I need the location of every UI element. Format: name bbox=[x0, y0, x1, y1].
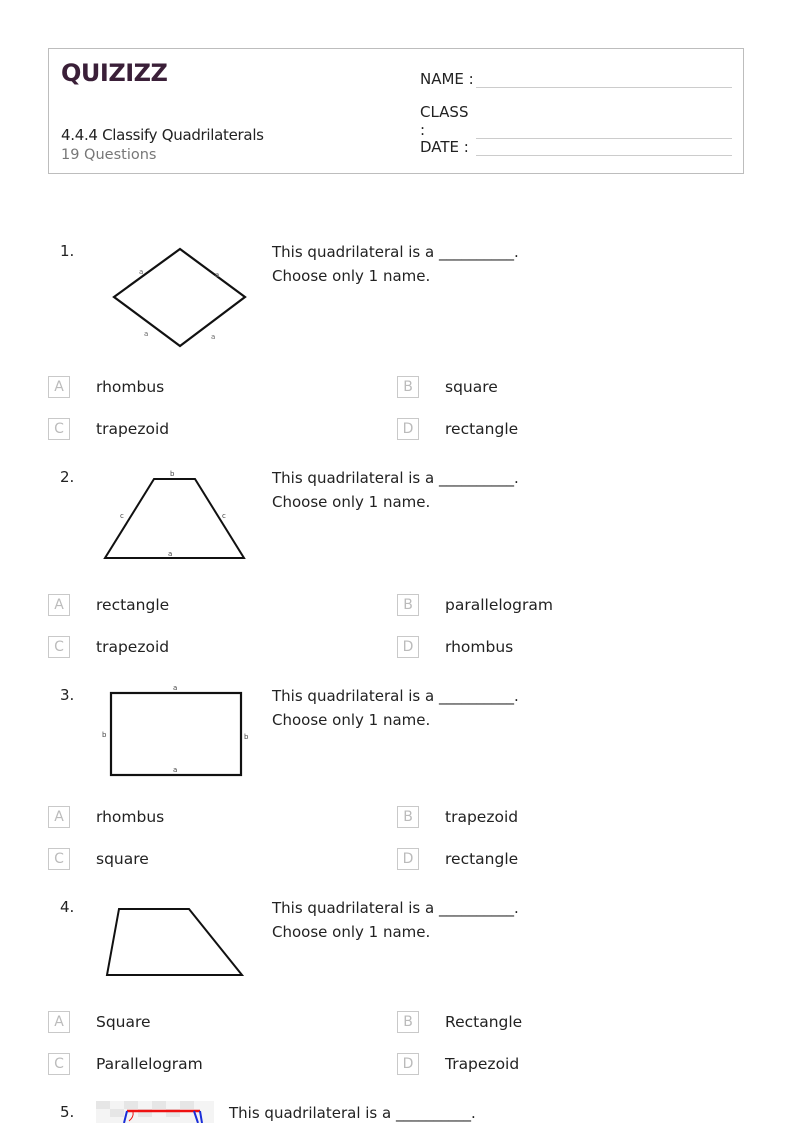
q1-option-d[interactable] bbox=[397, 418, 518, 440]
question-instruction: Choose only 1 name. bbox=[272, 711, 431, 729]
option-letter: C bbox=[48, 1053, 70, 1075]
svg-text:c: c bbox=[222, 512, 226, 520]
date-line[interactable] bbox=[476, 137, 732, 156]
question-instruction: Choose only 1 name. bbox=[272, 923, 431, 941]
option-text: Square bbox=[96, 1013, 151, 1031]
option-letter: C bbox=[48, 848, 70, 870]
question-number: 2. bbox=[60, 468, 75, 486]
rhombus-figure bbox=[108, 246, 252, 350]
question-text bbox=[272, 466, 519, 514]
svg-text:a: a bbox=[173, 766, 178, 774]
q2-option-c[interactable] bbox=[48, 636, 169, 658]
option-text: trapezoid bbox=[445, 808, 519, 826]
question-instruction: Choose only 1 name. bbox=[272, 493, 431, 511]
option-letter: A bbox=[48, 594, 70, 616]
svg-text:a: a bbox=[211, 333, 216, 341]
q4-option-c[interactable] bbox=[48, 1053, 203, 1075]
svg-text:a: a bbox=[173, 684, 178, 692]
svg-text:a: a bbox=[215, 271, 220, 279]
question-prompt: This quadrilateral is a __________. bbox=[272, 243, 519, 261]
svg-text:c: c bbox=[120, 512, 124, 520]
q1-option-c[interactable] bbox=[48, 418, 169, 440]
option-letter: B bbox=[397, 594, 419, 616]
q2-option-a[interactable] bbox=[48, 594, 169, 616]
worksheet-header bbox=[48, 48, 744, 174]
name-label: NAME : bbox=[420, 70, 474, 88]
question-number: 3. bbox=[60, 686, 75, 704]
svg-text:a: a bbox=[168, 550, 173, 558]
class-field[interactable] bbox=[420, 103, 732, 139]
question-prompt: This quadrilateral is a __________. bbox=[272, 469, 519, 487]
question-count: 19 Questions bbox=[61, 147, 157, 163]
question-prompt: This quadrilateral is a __________. bbox=[272, 687, 519, 705]
svg-text:b: b bbox=[244, 733, 249, 741]
quizizz-logo: QUIZIZZ bbox=[61, 59, 168, 87]
svg-text:a: a bbox=[139, 268, 144, 276]
option-text: parallelogram bbox=[445, 596, 553, 614]
option-text: trapezoid bbox=[96, 638, 170, 656]
option-letter: D bbox=[397, 636, 419, 658]
name-field[interactable] bbox=[420, 69, 732, 88]
option-letter: A bbox=[48, 1011, 70, 1033]
option-text: rhombus bbox=[96, 808, 165, 826]
question-text bbox=[272, 240, 519, 288]
option-letter: D bbox=[397, 418, 419, 440]
q4-option-d[interactable] bbox=[397, 1053, 519, 1075]
class-label: CLASS : bbox=[420, 103, 469, 139]
option-text: Trapezoid bbox=[445, 1055, 520, 1073]
q3-option-c[interactable] bbox=[48, 848, 149, 870]
question-prompt: This quadrilateral is a __________. bbox=[272, 899, 519, 917]
date-label: DATE : bbox=[420, 138, 469, 156]
option-text: rhombus bbox=[96, 378, 165, 396]
option-letter: B bbox=[397, 376, 419, 398]
option-letter: D bbox=[397, 848, 419, 870]
option-text: rhombus bbox=[445, 638, 514, 656]
q3-option-d[interactable] bbox=[397, 848, 518, 870]
option-letter: D bbox=[397, 1053, 419, 1075]
option-letter: A bbox=[48, 806, 70, 828]
option-letter: B bbox=[397, 806, 419, 828]
option-text: rectangle bbox=[96, 596, 170, 614]
right-trapezoid-figure bbox=[100, 902, 250, 982]
question-prompt: This quadrilateral is a __________. bbox=[229, 1104, 476, 1122]
q3-option-b[interactable] bbox=[397, 806, 518, 828]
svg-text:a: a bbox=[144, 330, 149, 338]
question-number: 5. bbox=[60, 1103, 75, 1121]
option-letter: C bbox=[48, 636, 70, 658]
question-instruction: Choose only 1 name. bbox=[272, 267, 431, 285]
q4-option-a[interactable] bbox=[48, 1011, 151, 1033]
option-letter: A bbox=[48, 376, 70, 398]
option-text: rectangle bbox=[445, 420, 519, 438]
option-text: rectangle bbox=[445, 850, 519, 868]
option-text: square bbox=[96, 850, 149, 868]
q4-option-b[interactable] bbox=[397, 1011, 522, 1033]
question-text bbox=[272, 896, 519, 944]
q2-option-b[interactable] bbox=[397, 594, 553, 616]
trapezoid-figure bbox=[100, 468, 250, 564]
rectangle-figure bbox=[98, 684, 254, 780]
date-field[interactable] bbox=[420, 137, 732, 156]
q1-option-a[interactable] bbox=[48, 376, 164, 398]
q3-option-a[interactable] bbox=[48, 806, 164, 828]
worksheet-title: 4.4.4 Classify Quadrilaterals bbox=[61, 126, 264, 144]
option-text: Rectangle bbox=[445, 1013, 523, 1031]
question-number: 1. bbox=[60, 242, 75, 260]
option-text: square bbox=[445, 378, 498, 396]
name-line[interactable] bbox=[476, 69, 732, 88]
question-number: 4. bbox=[60, 898, 75, 916]
option-letter: B bbox=[397, 1011, 419, 1033]
q1-option-b[interactable] bbox=[397, 376, 498, 398]
option-letter: C bbox=[48, 418, 70, 440]
svg-text:b: b bbox=[170, 470, 175, 478]
question-text bbox=[229, 1101, 476, 1125]
option-text: trapezoid bbox=[96, 420, 170, 438]
quadrilateral-figure-partial bbox=[96, 1101, 214, 1123]
question-text bbox=[272, 684, 519, 732]
q2-option-d[interactable] bbox=[397, 636, 513, 658]
option-text: Parallelogram bbox=[96, 1055, 203, 1073]
svg-text:b: b bbox=[102, 731, 107, 739]
